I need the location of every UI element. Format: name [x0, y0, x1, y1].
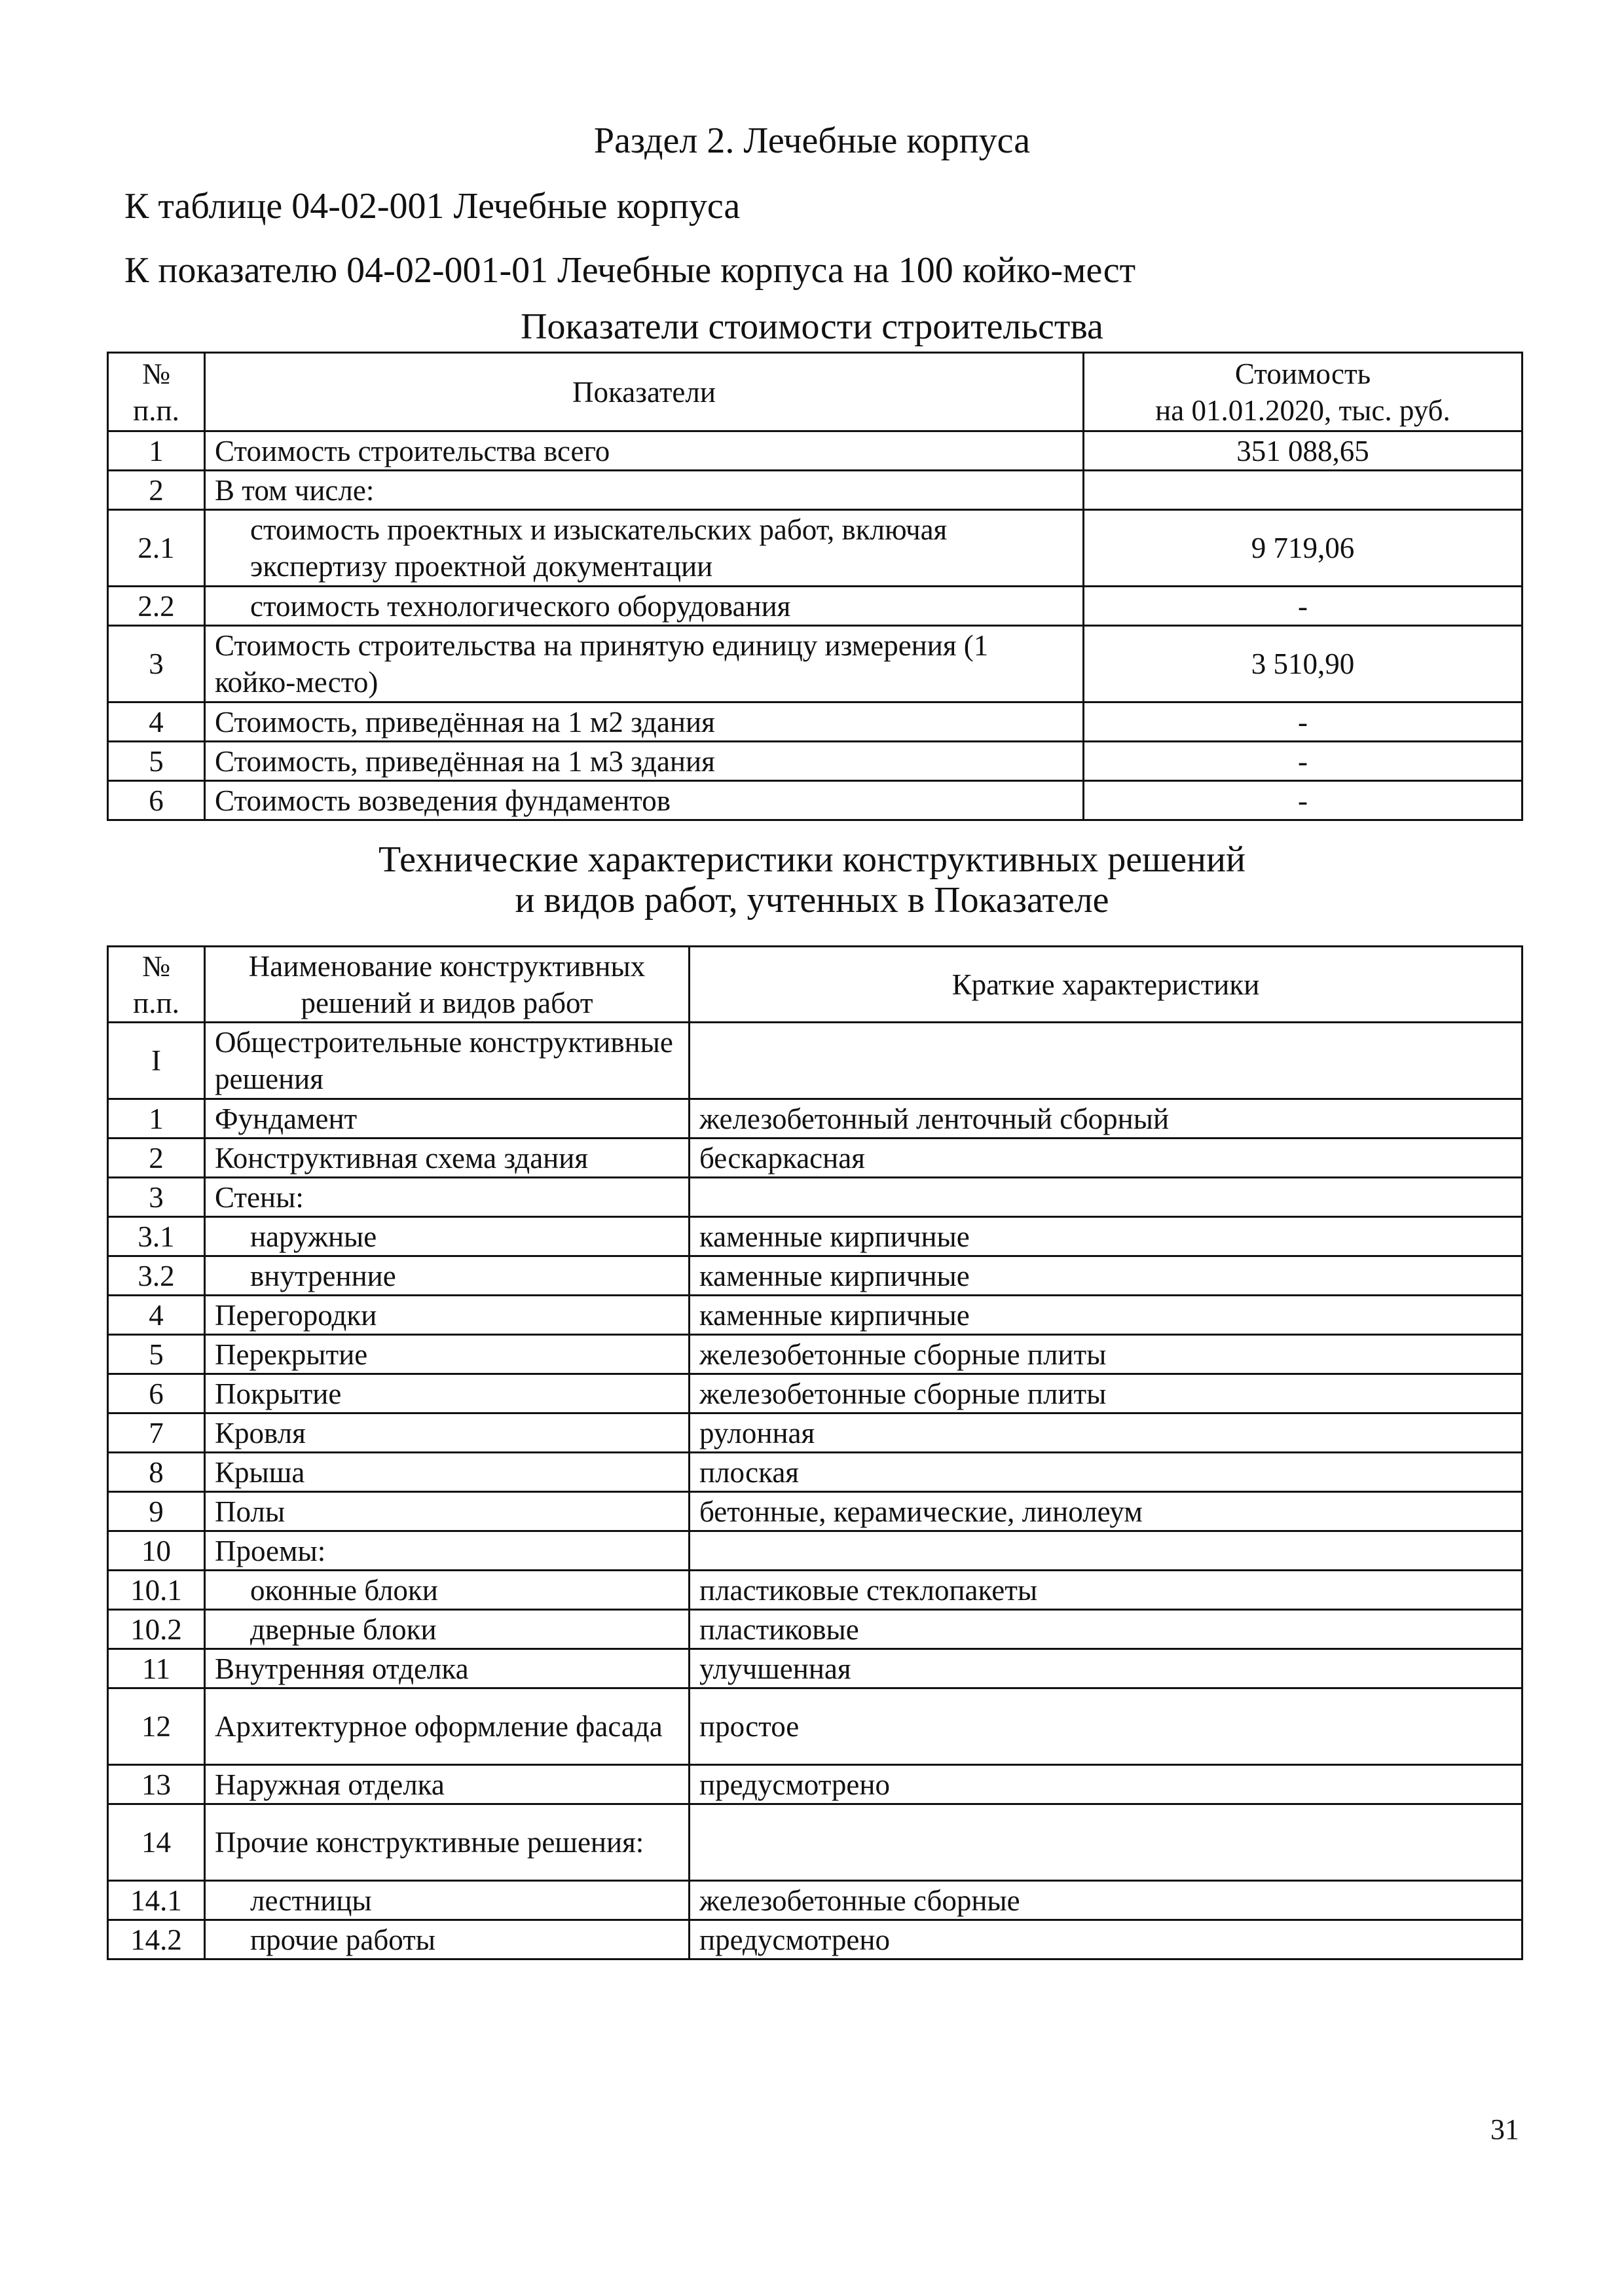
row-name: оконные блоки [205, 1571, 690, 1610]
row-number: 4 [108, 1296, 205, 1335]
row-label: В том числе: [205, 471, 1084, 510]
row-value: предусмотрено [690, 1765, 1522, 1804]
row-name: Перегородки [205, 1296, 690, 1335]
row-name: Перекрытие [205, 1335, 690, 1374]
row-label: Стоимость возведения фундаментов [205, 781, 1084, 820]
row-value: 9 719,06 [1084, 510, 1522, 587]
num-header: № п.п. [108, 947, 205, 1023]
table-row [108, 1571, 1522, 1610]
row-value: железобетонный ленточный сборный [690, 1099, 1522, 1139]
row-value: 351 088,65 [1084, 431, 1522, 471]
row-label: Стоимость строительства всего [205, 431, 1084, 471]
row-number: 10 [108, 1531, 205, 1571]
table-row [108, 1256, 1522, 1296]
row-name: Проемы: [205, 1531, 690, 1571]
row-value: улучшенная [690, 1649, 1522, 1688]
row-number: 2 [108, 471, 205, 510]
row-value [690, 1804, 1522, 1881]
row-number: 13 [108, 1765, 205, 1804]
table-row [108, 626, 1522, 702]
num-header: № п.п. [108, 353, 205, 431]
table-row [108, 471, 1522, 510]
row-value: бескаркасная [690, 1139, 1522, 1178]
table-row [108, 1023, 1522, 1099]
row-name: Общестроительные конструктивные решения [205, 1023, 690, 1099]
name-header: Наименование конструктивных решений и видов работ [205, 947, 690, 1023]
cost-header: Стоимость на 01.01.2020, тыс. руб. [1084, 353, 1522, 431]
row-value [690, 1531, 1522, 1571]
cost-table [107, 352, 1523, 821]
row-number: 7 [108, 1413, 205, 1453]
row-value [690, 1023, 1522, 1099]
table-row [108, 1920, 1522, 1959]
row-number: 6 [108, 781, 205, 820]
row-label: Стоимость, приведённая на 1 м2 здания [205, 702, 1084, 742]
table-row [108, 742, 1522, 781]
table-row [108, 1335, 1522, 1374]
row-number: 2 [108, 1139, 205, 1178]
row-value: бетонные, керамические, линолеум [690, 1492, 1522, 1531]
row-value: - [1084, 742, 1522, 781]
row-name: Стены: [205, 1178, 690, 1217]
row-name: Конструктивная схема здания [205, 1139, 690, 1178]
row-value: железобетонные сборные плиты [690, 1374, 1522, 1413]
table-row [108, 1374, 1522, 1413]
table-row [108, 1804, 1522, 1881]
table-row [108, 702, 1522, 742]
row-value: пластиковые [690, 1610, 1522, 1649]
row-number: 5 [108, 742, 205, 781]
row-name: прочие работы [205, 1920, 690, 1959]
row-number: 2.1 [108, 510, 205, 587]
table-reference: К таблице 04-02-001 Лечебные корпуса [124, 186, 741, 227]
table-row [108, 1531, 1522, 1571]
row-number: 3 [108, 626, 205, 702]
section-title: Раздел 2. Лечебные корпуса [593, 120, 1031, 161]
row-number: 1 [108, 1099, 205, 1139]
row-value: каменные кирпичные [690, 1217, 1522, 1256]
table-row [108, 1178, 1522, 1217]
row-value: предусмотрено [690, 1920, 1522, 1959]
table-row [108, 1765, 1522, 1804]
row-number: 2.2 [108, 587, 205, 626]
row-number: 5 [108, 1335, 205, 1374]
row-value [1084, 471, 1522, 510]
tech-table [107, 945, 1523, 1960]
cost-table-header [108, 353, 1522, 431]
row-label: стоимость технологического оборудования [205, 587, 1084, 626]
row-number: 14.2 [108, 1920, 205, 1959]
row-number: 3.1 [108, 1217, 205, 1256]
table-row [108, 1610, 1522, 1649]
row-number: 14.1 [108, 1881, 205, 1920]
row-value: - [1084, 702, 1522, 742]
row-name: Архитектурное оформление фасада [205, 1688, 690, 1765]
row-name: Полы [205, 1492, 690, 1531]
table-row [108, 1413, 1522, 1453]
table-row [108, 1139, 1522, 1178]
row-number: 4 [108, 702, 205, 742]
table-row [108, 1296, 1522, 1335]
row-name: Фундамент [205, 1099, 690, 1139]
tech-table-header [108, 947, 1522, 1023]
row-number: 3.2 [108, 1256, 205, 1296]
table-row [108, 587, 1522, 626]
row-name: Внутренняя отделка [205, 1649, 690, 1688]
row-label: стоимость проектных и изыскательских работ, включая экспертизу проектной документации [205, 510, 1084, 587]
table-row [108, 781, 1522, 820]
row-name: дверные блоки [205, 1610, 690, 1649]
table-row [108, 1492, 1522, 1531]
row-name: Наружная отделка [205, 1765, 690, 1804]
indicator-reference: К показателю 04-02-001-01 Лечебные корпуса на 100 койко-мест [124, 250, 1136, 291]
row-label: Стоимость строительства на принятую единицу измерения (1 койко-место) [205, 626, 1084, 702]
row-name: Кровля [205, 1413, 690, 1453]
row-number: 10.2 [108, 1610, 205, 1649]
row-number: I [108, 1023, 205, 1099]
row-value: каменные кирпичные [690, 1256, 1522, 1296]
row-name: Покрытие [205, 1374, 690, 1413]
row-value [690, 1178, 1522, 1217]
row-number: 8 [108, 1453, 205, 1492]
table-row [108, 431, 1522, 471]
page-number: 31 [1490, 2113, 1519, 2145]
table-row [108, 1099, 1522, 1139]
characteristics-header: Краткие характеристики [690, 947, 1522, 1023]
row-value: каменные кирпичные [690, 1296, 1522, 1335]
row-name: Крыша [205, 1453, 690, 1492]
row-number: 14 [108, 1804, 205, 1881]
row-value: пластиковые стеклопакеты [690, 1571, 1522, 1610]
row-number: 12 [108, 1688, 205, 1765]
row-number: 3 [108, 1178, 205, 1217]
row-value: железобетонные сборные плиты [690, 1335, 1522, 1374]
row-label: Стоимость, приведённая на 1 м3 здания [205, 742, 1084, 781]
table-row [108, 1453, 1522, 1492]
row-name: лестницы [205, 1881, 690, 1920]
table-row [108, 510, 1522, 587]
row-value: плоская [690, 1453, 1522, 1492]
row-value: рулонная [690, 1413, 1522, 1453]
row-name: Прочие конструктивные решения: [205, 1804, 690, 1881]
table-row [108, 1881, 1522, 1920]
row-number: 11 [108, 1649, 205, 1688]
table-row [108, 1649, 1522, 1688]
row-number: 9 [108, 1492, 205, 1531]
row-name: наружные [205, 1217, 690, 1256]
row-value: 3 510,90 [1084, 626, 1522, 702]
row-number: 10.1 [108, 1571, 205, 1610]
row-name: внутренние [205, 1256, 690, 1296]
tech-table-title: Технические характеристики конструктивных решений и видов работ, учтенных в Показателе [378, 839, 1246, 920]
row-number: 1 [108, 431, 205, 471]
indicator-header: Показатели [205, 353, 1084, 431]
row-value: железобетонные сборные [690, 1881, 1522, 1920]
row-number: 6 [108, 1374, 205, 1413]
row-value: простое [690, 1688, 1522, 1765]
row-value: - [1084, 587, 1522, 626]
cost-table-title: Показатели стоимости строительства [521, 306, 1103, 347]
table-row [108, 1217, 1522, 1256]
table-row [108, 1688, 1522, 1765]
row-value: - [1084, 781, 1522, 820]
